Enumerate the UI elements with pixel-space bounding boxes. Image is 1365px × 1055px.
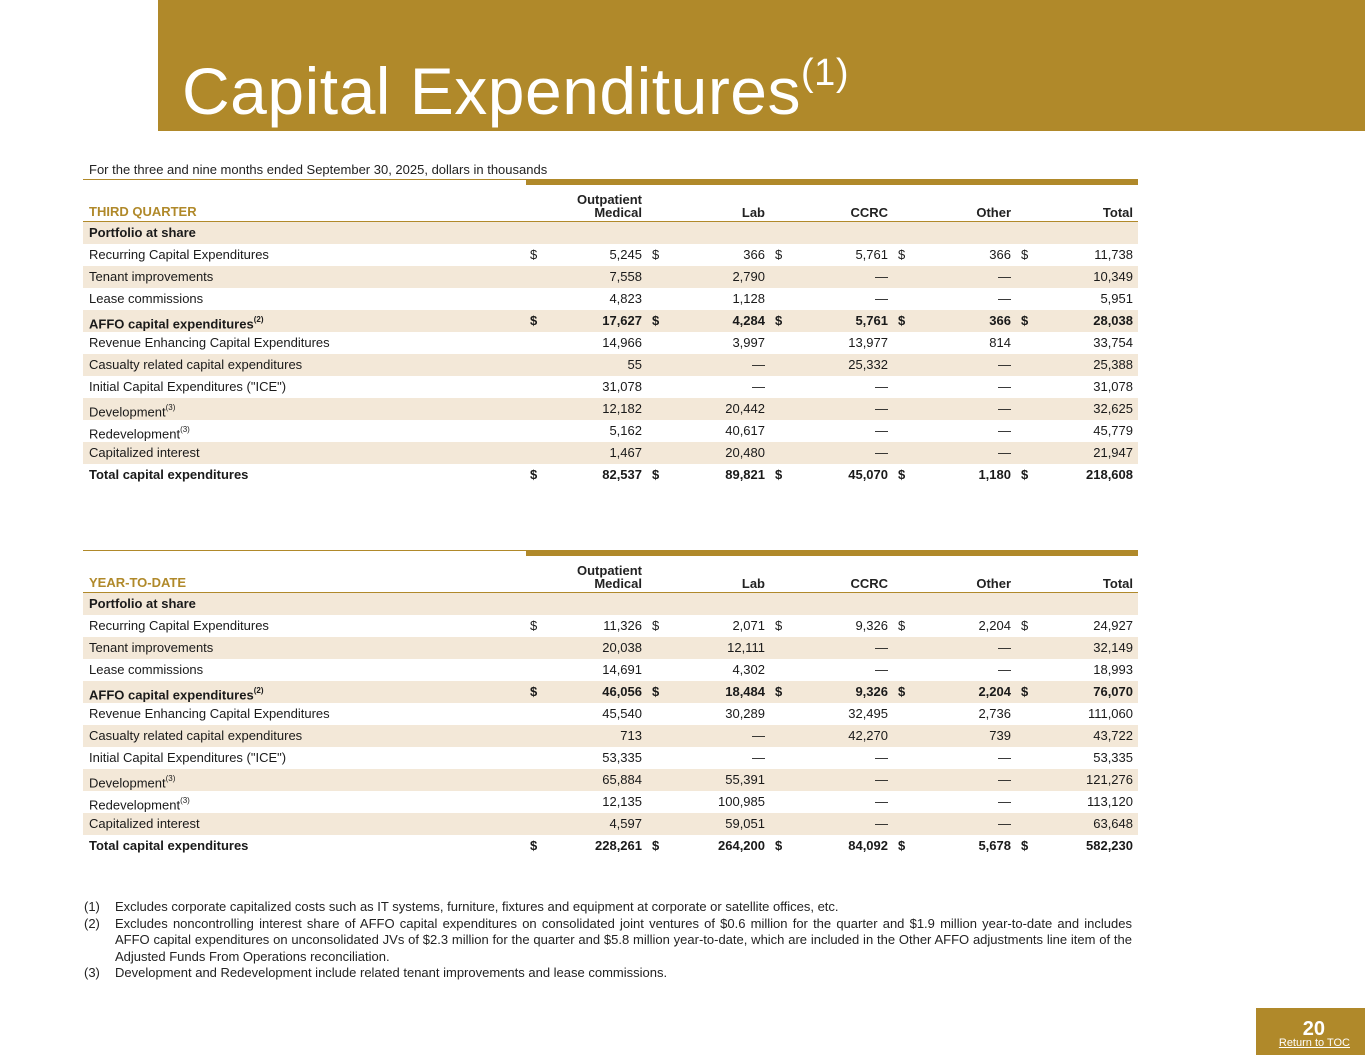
cell-value: — xyxy=(998,772,1011,787)
dollar-sign: $ xyxy=(530,684,538,699)
cell-value: 12,182 xyxy=(602,401,642,416)
cell-value: — xyxy=(875,816,888,831)
portfolio-heading-row xyxy=(83,222,1138,244)
row-label xyxy=(89,637,213,659)
row-label xyxy=(89,376,286,398)
cell-value: 5,245 xyxy=(609,247,642,262)
cell-value: 12,111 xyxy=(727,640,765,655)
table-row xyxy=(83,244,1138,266)
row-label-footnote: (2) xyxy=(253,315,264,324)
dollar-sign: $ xyxy=(530,247,538,262)
table-row xyxy=(83,310,1138,332)
footnote-text: Excludes noncontrolling interest share of AFFO capital expenditures on consolidated joint ventures of $0.6 million for the quarter and $1.9 million year-to-date and includes AFFO capital expenditures on unconsolidated JVs of $2.3 million for the quarter and $5.8 million year-to-date, which are included in the Other AFFO adjustments line item of the Adjusted Funds From Operations reconciliation. xyxy=(115,915,1132,964)
table-row xyxy=(83,725,1138,747)
cell-value: 45,540 xyxy=(602,706,642,721)
column-header-lab: Lab xyxy=(741,576,765,591)
cell-value: 31,078 xyxy=(602,379,642,394)
row-label-text: Lease commissions xyxy=(89,662,204,677)
column-header-outpatient-medical xyxy=(577,564,642,590)
cell-value: 20,480 xyxy=(725,445,765,460)
section-title: THIRD QUARTER xyxy=(89,204,197,219)
cell-value: 33,754 xyxy=(1093,335,1133,350)
dollar-sign: $ xyxy=(898,467,906,482)
cell-value: 5,761 xyxy=(855,247,888,262)
cell-value: — xyxy=(752,728,765,743)
row-label-text: Capitalized interest xyxy=(89,816,200,831)
cell-value: — xyxy=(875,750,888,765)
footnote xyxy=(84,899,1132,916)
row-label-text: Total capital expenditures xyxy=(89,838,249,853)
cell-value: 25,388 xyxy=(1093,357,1133,372)
cell-value: 5,951 xyxy=(1100,291,1133,306)
table-row xyxy=(83,703,1138,725)
cell-value: 5,761 xyxy=(855,313,888,328)
table-row xyxy=(83,376,1138,398)
footnote-text: Development and Redevelopment include related tenant improvements and lease commissions. xyxy=(115,965,668,980)
table-row xyxy=(83,420,1138,442)
row-label xyxy=(89,464,248,486)
cell-value: 14,966 xyxy=(602,335,642,350)
row-label xyxy=(89,288,203,310)
cell-value: 84,092 xyxy=(848,838,888,853)
table-row xyxy=(83,769,1138,791)
row-label-text: Revenue Enhancing Capital Expenditures xyxy=(89,335,330,350)
table-row xyxy=(83,288,1138,310)
row-label xyxy=(89,442,200,464)
table-row xyxy=(83,615,1138,637)
cell-value: — xyxy=(998,379,1011,394)
portfolio-heading-row xyxy=(83,593,1138,615)
dollar-sign: $ xyxy=(652,247,660,262)
cell-value: 5,678 xyxy=(978,838,1011,853)
row-label xyxy=(89,659,203,681)
cell-value: 12,135 xyxy=(602,794,642,809)
cell-value: — xyxy=(998,662,1011,677)
dollar-sign: $ xyxy=(898,838,906,853)
cell-value: — xyxy=(998,445,1011,460)
cell-value: 7,558 xyxy=(609,269,642,284)
row-label xyxy=(89,813,200,835)
dollar-sign: $ xyxy=(775,838,783,853)
cell-value: — xyxy=(875,662,888,677)
cell-value: 18,993 xyxy=(1093,662,1133,677)
cell-value: 4,284 xyxy=(732,313,765,328)
dollar-sign: $ xyxy=(1021,618,1029,633)
cell-value: 53,335 xyxy=(602,750,642,765)
row-label-text: AFFO capital expenditures xyxy=(89,316,254,332)
cell-value: 40,617 xyxy=(725,423,765,438)
cell-value: 14,691 xyxy=(602,662,642,677)
cell-value: 111,060 xyxy=(1087,706,1133,721)
cell-value: — xyxy=(875,794,888,809)
cell-value: 9,326 xyxy=(855,618,888,633)
cell-value: 4,823 xyxy=(609,291,642,306)
dollar-sign: $ xyxy=(652,313,660,328)
row-label-text: Revenue Enhancing Capital Expenditures xyxy=(89,706,330,721)
cell-value: 46,056 xyxy=(602,684,642,699)
cell-value: 17,627 xyxy=(602,313,642,328)
cell-value: 24,927 xyxy=(1093,618,1133,633)
cell-value: 13,977 xyxy=(848,335,888,350)
column-header-ccrc: CCRC xyxy=(850,576,888,591)
column-header-total: Total xyxy=(1102,576,1133,591)
row-label-text: Recurring Capital Expenditures xyxy=(89,618,269,633)
cell-value: 366 xyxy=(743,247,765,262)
dollar-sign: $ xyxy=(775,618,783,633)
cell-value: — xyxy=(875,772,888,787)
column-header-ccrc: CCRC xyxy=(850,205,888,220)
cell-value: 4,302 xyxy=(732,662,765,677)
section-title: YEAR-TO-DATE xyxy=(89,575,187,590)
cell-value: — xyxy=(752,357,765,372)
row-label-text: Tenant improvements xyxy=(89,640,214,655)
row-label-text: AFFO capital expenditures xyxy=(89,687,254,703)
cell-value: 4,597 xyxy=(609,816,642,831)
column-header-medical: Medical xyxy=(594,576,642,591)
cell-value: 3,997 xyxy=(732,335,765,350)
cell-value: — xyxy=(998,794,1011,809)
row-label xyxy=(89,747,286,769)
cell-value: 10,349 xyxy=(1093,269,1133,284)
header-rules xyxy=(83,179,1138,186)
column-header-outpatient-medical xyxy=(577,193,642,219)
cell-value: 53,335 xyxy=(1093,750,1133,765)
dollar-sign: $ xyxy=(898,618,906,633)
cell-value: 76,070 xyxy=(1093,684,1133,699)
cell-value: 32,149 xyxy=(1093,640,1133,655)
row-label-footnote: (2) xyxy=(253,686,264,695)
footnote-number: (3) xyxy=(84,965,100,980)
dollar-sign: $ xyxy=(652,684,660,699)
cell-value: 25,332 xyxy=(848,357,888,372)
dollar-sign: $ xyxy=(775,684,783,699)
year-to-date-table xyxy=(83,550,1138,857)
table-row xyxy=(83,266,1138,288)
row-label-text: Recurring Capital Expenditures xyxy=(89,247,269,262)
cell-value: — xyxy=(875,640,888,655)
column-header-row xyxy=(83,186,1138,222)
cell-value: — xyxy=(998,269,1011,284)
footnote-number: (1) xyxy=(84,899,100,914)
column-header-other: Other xyxy=(976,205,1011,220)
cell-value: 21,947 xyxy=(1093,445,1133,460)
dollar-sign: $ xyxy=(1021,247,1029,262)
cell-value: 20,442 xyxy=(725,401,765,416)
third-quarter-table xyxy=(83,179,1138,486)
page-number: 20 xyxy=(1302,1018,1325,1040)
dollar-sign: $ xyxy=(652,618,660,633)
cell-value: 18,484 xyxy=(725,684,765,699)
cell-value: — xyxy=(998,640,1011,655)
cell-value: 218,608 xyxy=(1086,467,1133,482)
column-header-other: Other xyxy=(976,576,1011,591)
column-header-row xyxy=(83,557,1138,593)
footnote xyxy=(84,916,1132,966)
cell-value: 366 xyxy=(989,247,1011,262)
page-title-footnote: (1) xyxy=(801,52,849,94)
cell-value: 45,070 xyxy=(848,467,888,482)
cell-value: 28,038 xyxy=(1093,313,1133,328)
table-row xyxy=(83,354,1138,376)
cell-value: — xyxy=(875,269,888,284)
cell-value: 32,625 xyxy=(1093,401,1133,416)
row-label-text: Development xyxy=(89,404,166,420)
page-number-box xyxy=(1256,1008,1365,1055)
dollar-sign: $ xyxy=(530,838,538,853)
footnotes xyxy=(84,899,1132,982)
dollar-sign: $ xyxy=(775,313,783,328)
column-header-outpatient: Outpatient xyxy=(577,563,642,578)
table-row xyxy=(83,464,1138,486)
cell-value: 20,038 xyxy=(602,640,642,655)
row-label xyxy=(89,266,213,288)
cell-value: — xyxy=(752,379,765,394)
table-row xyxy=(83,442,1138,464)
cell-value: 11,738 xyxy=(1094,247,1133,262)
cell-value: 100,985 xyxy=(718,794,765,809)
row-label-text: Initial Capital Expenditures ("ICE") xyxy=(89,379,287,394)
cell-value: 43,722 xyxy=(1093,728,1133,743)
cell-value: 113,120 xyxy=(1086,794,1133,809)
cell-value: 45,779 xyxy=(1093,423,1133,438)
cell-value: — xyxy=(875,445,888,460)
cell-value: — xyxy=(752,750,765,765)
cell-value: 82,537 xyxy=(602,467,642,482)
footnote xyxy=(84,965,1132,982)
row-label-text: Casualty related capital expenditures xyxy=(89,357,303,372)
row-label-text: Initial Capital Expenditures ("ICE") xyxy=(89,750,287,765)
dollar-sign: $ xyxy=(898,247,906,262)
cell-value: — xyxy=(875,291,888,306)
dollar-sign: $ xyxy=(530,313,538,328)
cell-value: 228,261 xyxy=(595,838,642,853)
dollar-sign: $ xyxy=(898,684,906,699)
page-title-text: Capital Expenditures xyxy=(182,54,802,128)
dollar-sign: $ xyxy=(1021,467,1029,482)
dollar-sign: $ xyxy=(1021,838,1029,853)
cell-value: 9,326 xyxy=(855,684,888,699)
cell-value: 2,204 xyxy=(978,684,1011,699)
table-row xyxy=(83,659,1138,681)
row-label xyxy=(89,332,330,354)
table-row xyxy=(83,637,1138,659)
cell-value: 30,289 xyxy=(725,706,765,721)
cell-value: 55 xyxy=(627,357,642,372)
page-title xyxy=(182,52,849,128)
footnote-text: Excludes corporate capitalized costs such as IT systems, furniture, fixtures and equipment at corporate or satellite offices, etc. xyxy=(115,899,839,914)
cell-value: 5,162 xyxy=(609,423,642,438)
cell-value: — xyxy=(998,291,1011,306)
cell-value: — xyxy=(998,816,1011,831)
cell-value: 582,230 xyxy=(1086,838,1133,853)
row-label xyxy=(89,835,248,857)
dollar-sign: $ xyxy=(652,838,660,853)
cell-value: 59,051 xyxy=(725,816,765,831)
dollar-sign: $ xyxy=(652,467,660,482)
table-row xyxy=(83,398,1138,420)
dollar-sign: $ xyxy=(1021,684,1029,699)
column-header-outpatient: Outpatient xyxy=(577,192,642,207)
row-label-text: Development xyxy=(89,775,166,791)
header-rule-thick xyxy=(526,550,1138,556)
cell-value: 55,391 xyxy=(725,772,765,787)
row-label-text: Redevelopment xyxy=(89,426,181,442)
dollar-sign: $ xyxy=(530,467,538,482)
cell-value: — xyxy=(998,357,1011,372)
cell-value: 63,648 xyxy=(1093,816,1133,831)
row-label xyxy=(89,244,269,266)
row-label-text: Capitalized interest xyxy=(89,445,200,460)
dollar-sign: $ xyxy=(1021,313,1029,328)
row-label-footnote: (3) xyxy=(165,774,176,783)
dollar-sign: $ xyxy=(775,247,783,262)
cell-value: 121,276 xyxy=(1086,772,1133,787)
cell-value: 713 xyxy=(620,728,642,743)
cell-value: 1,467 xyxy=(609,445,642,460)
cell-value: 89,821 xyxy=(725,467,765,482)
header-rules xyxy=(83,550,1138,557)
cell-value: 264,200 xyxy=(718,838,765,853)
dollar-sign: $ xyxy=(530,618,538,633)
dollar-sign: $ xyxy=(898,313,906,328)
row-label xyxy=(89,354,302,376)
cell-value: 2,071 xyxy=(732,618,765,633)
cell-value: — xyxy=(998,750,1011,765)
cell-value: 814 xyxy=(989,335,1011,350)
row-label-footnote: (3) xyxy=(165,403,176,412)
cell-value: 366 xyxy=(989,313,1011,328)
cell-value: 32,495 xyxy=(848,706,888,721)
cell-value: — xyxy=(875,423,888,438)
cell-value: 2,790 xyxy=(732,269,765,284)
column-header-total: Total xyxy=(1102,205,1133,220)
table-row xyxy=(83,681,1138,703)
table-row xyxy=(83,747,1138,769)
table-row xyxy=(83,332,1138,354)
row-label-text: Lease commissions xyxy=(89,291,204,306)
row-label-footnote: (3) xyxy=(180,425,190,434)
cell-value: 65,884 xyxy=(602,772,642,787)
cell-value: 31,078 xyxy=(1093,379,1133,394)
row-label-text: Total capital expenditures xyxy=(89,467,249,482)
row-label xyxy=(89,615,269,637)
dollar-sign: $ xyxy=(775,467,783,482)
return-to-toc-link[interactable]: Return to TOC xyxy=(1278,1037,1350,1049)
cell-value: 1,180 xyxy=(978,467,1011,482)
row-label-text: Tenant improvements xyxy=(89,269,214,284)
cell-value: 2,204 xyxy=(978,618,1011,633)
footnote-number: (2) xyxy=(84,915,100,931)
row-label-footnote: (3) xyxy=(180,796,190,805)
header-rule-thick xyxy=(526,179,1138,185)
cell-value: 11,326 xyxy=(603,618,642,633)
row-label-text: Casualty related capital expenditures xyxy=(89,728,303,743)
row-label-text: Redevelopment xyxy=(89,797,181,813)
row-label: Portfolio at share xyxy=(89,225,196,240)
cell-value: 1,128 xyxy=(732,291,765,306)
cell-value: 739 xyxy=(989,728,1011,743)
cell-value: — xyxy=(998,401,1011,416)
table-row xyxy=(83,791,1138,813)
cell-value: — xyxy=(998,423,1011,438)
cell-value: 42,270 xyxy=(848,728,888,743)
cell-value: — xyxy=(875,401,888,416)
column-header-lab: Lab xyxy=(741,205,765,220)
table-subtitle: For the three and nine months ended September 30, 2025, dollars in thousands xyxy=(89,162,548,177)
row-label: Portfolio at share xyxy=(89,596,196,611)
cell-value: — xyxy=(875,379,888,394)
table-row xyxy=(83,813,1138,835)
table-row xyxy=(83,835,1138,857)
row-label xyxy=(89,703,330,725)
column-header-medical: Medical xyxy=(594,205,642,220)
row-label xyxy=(89,725,302,747)
cell-value: 2,736 xyxy=(978,706,1011,721)
